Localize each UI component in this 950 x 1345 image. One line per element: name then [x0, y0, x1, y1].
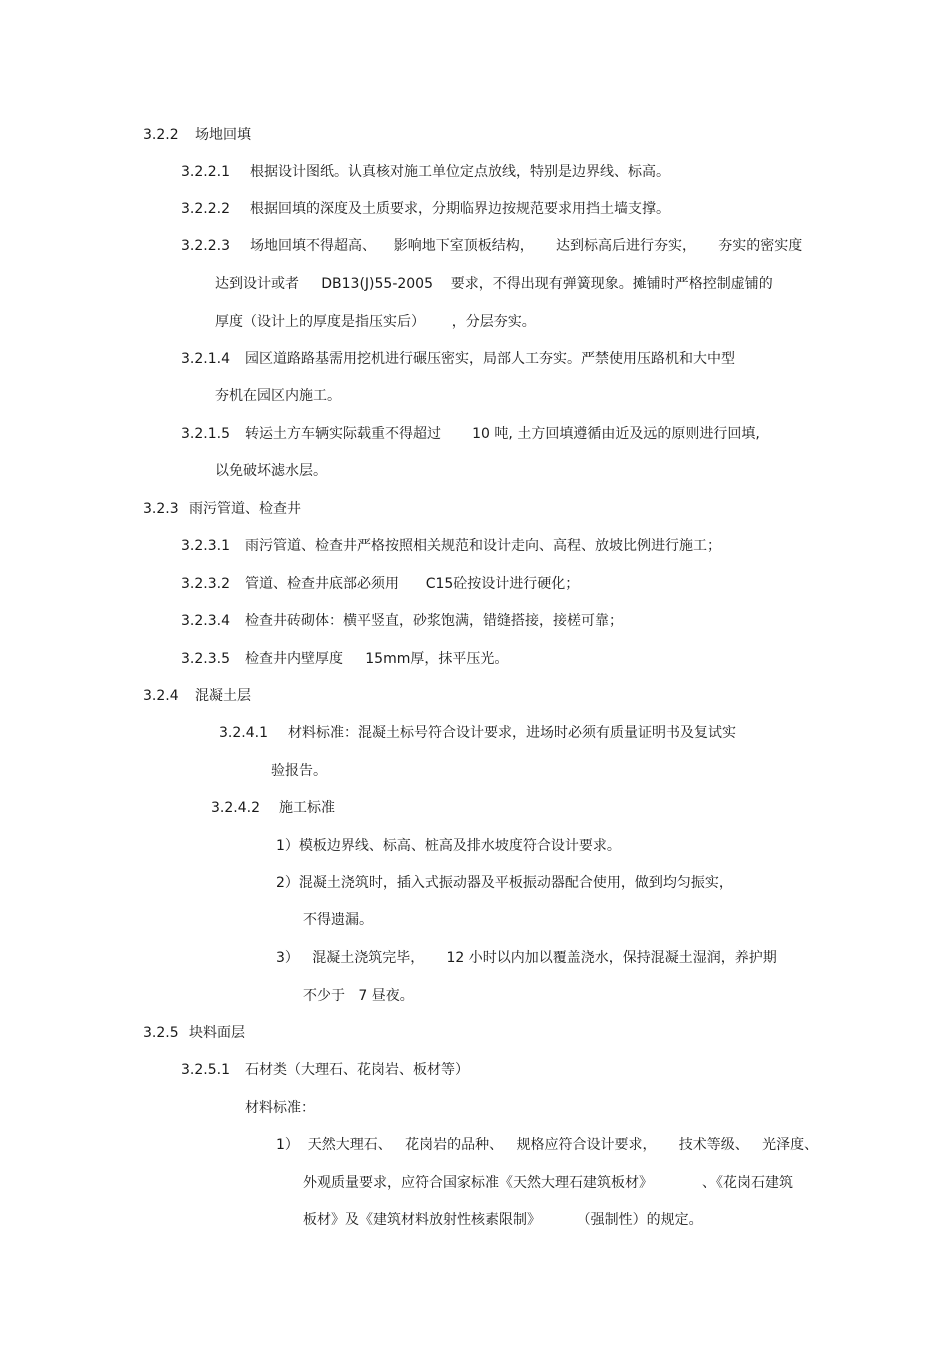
item-continuation: [215, 386, 341, 406]
list-item-text: 2）混凝土浇筑时，插入式振动器及平板振动器配合使用，做到均匀振实，: [276, 875, 733, 891]
item-3-2-2-2: [181, 199, 670, 219]
item-text: 达到设计或者 DB13(J)55-2005 要求，不得出现有弹簧现象。摊铺时严格控制虚铺的: [215, 276, 773, 292]
item-continuation: [215, 461, 327, 481]
list-item-text: 1） 天然大理石、 花岗岩的品种、 规格应符合设计要求， 技术等级、 光泽度、: [276, 1137, 819, 1153]
section-number: 3.2.5: [143, 1025, 179, 1041]
item-text: 材料标准：: [245, 1100, 315, 1116]
item-text: 园区道路路基需用挖机进行碾压密实，局部人工夯实。严禁使用压路机和大中型: [245, 351, 735, 367]
item-text: 验报告。: [271, 763, 327, 779]
section-3-2-5: [143, 1023, 245, 1043]
item-3-2-4-2: [211, 798, 335, 818]
list-item-text: 3） 混凝土浇筑完毕， 12 小时以内加以覆盖浇水，保持混凝土湿润，养护期: [276, 950, 777, 966]
item-number: 3.2.5.1: [181, 1062, 230, 1078]
section-3-2-4: [143, 686, 251, 706]
item-3-2-1-4: [181, 349, 735, 369]
item-3-2-2-3: [181, 236, 802, 256]
item-continuation: [215, 312, 536, 332]
item-text: 施工标准: [279, 800, 335, 816]
item-number: 3.2.4.1: [219, 725, 268, 741]
item-text: 夯机在园区内施工。: [215, 388, 341, 404]
list-item-text: 板材》及《建筑材料放射性核素限制》 （强制性）的规定。: [303, 1212, 703, 1228]
item-continuation: [271, 761, 327, 781]
section-number: 3.2.4: [143, 688, 179, 704]
section-title: 场地回填: [195, 127, 251, 143]
item-number: 3.2.3.4: [181, 613, 230, 629]
list-item-1: [276, 836, 621, 856]
list-item-text: 不少于 7 昼夜。: [303, 988, 414, 1004]
section-title: 雨污管道、检查井: [189, 501, 301, 517]
item-text: 石材类（大理石、花岗岩、板材等）: [245, 1062, 469, 1078]
item-3-2-3-5: [181, 649, 508, 669]
item-3-2-1-5: [181, 424, 760, 444]
item-text: 厚度（设计上的厚度是指压实后） ，分层夯实。: [215, 314, 536, 330]
item-number: 3.2.2.1: [181, 164, 230, 180]
item-number: 3.2.4.2: [211, 800, 260, 816]
material-standard-label: [245, 1098, 315, 1118]
list-item-text: 外观质量要求，应符合国家标准《天然大理石建筑板材》 、《花岗石建筑: [303, 1175, 793, 1191]
item-3-2-3-4: [181, 611, 623, 631]
item-text: 材料标准：混凝土标号符合设计要求，进场时必须有质量证明书及复试实: [288, 725, 736, 741]
list-item-continuation: [303, 910, 373, 930]
item-number: 3.2.1.5: [181, 426, 230, 442]
item-text: 转运土方车辆实际载重不得超过 10 吨, 土方回填遵循由近及远的原则进行回填,: [245, 426, 760, 442]
item-3-2-3-1: [181, 536, 721, 556]
item-text: 检查井砖砌体：横平竖直，砂浆饱满，错缝搭接，接槎可靠；: [245, 613, 623, 629]
item-3-2-5-1: [181, 1060, 469, 1080]
list-item-1: [276, 1135, 818, 1155]
section-title: 混凝土层: [195, 688, 251, 704]
list-item-2: [276, 873, 733, 893]
item-number: 3.2.2.2: [181, 201, 230, 217]
section-title: 块料面层: [189, 1025, 245, 1041]
list-item-text: 不得遗漏。: [303, 912, 373, 928]
section-number: 3.2.3: [143, 501, 179, 517]
section-number: 3.2.2: [143, 127, 179, 143]
item-text: 检查井内壁厚度 15mm厚，抹平压光。: [245, 651, 509, 667]
section-3-2-2: [143, 125, 251, 145]
item-text: 根据设计图纸。认真核对施工单位定点放线，特别是边界线、标高。: [250, 164, 670, 180]
item-text: 根据回填的深度及土质要求，分期临界边按规范要求用挡土墙支撑。: [250, 201, 670, 217]
list-item-continuation: [303, 1210, 703, 1230]
item-continuation: [215, 274, 773, 294]
item-3-2-2-1: [181, 162, 670, 182]
list-item-text: 1）模板边界线、标高、桩高及排水坡度符合设计要求。: [276, 838, 621, 854]
item-number: 3.2.3.5: [181, 651, 230, 667]
item-3-2-4-1: [219, 723, 736, 743]
list-item-continuation: [303, 1173, 793, 1193]
item-text: 雨污管道、检查井严格按照相关规范和设计走向、高程、放坡比例进行施工；: [245, 538, 721, 554]
item-number: 3.2.3.1: [181, 538, 230, 554]
item-number: 3.2.2.3: [181, 238, 230, 254]
item-3-2-3-2: [181, 574, 579, 594]
section-3-2-3: [143, 499, 301, 519]
item-number: 3.2.3.2: [181, 576, 230, 592]
item-text: 管道、检查井底部必须用 C15砼按设计进行硬化；: [245, 576, 580, 592]
list-item-continuation: [303, 986, 414, 1006]
item-text: 以免破坏滤水层。: [215, 463, 327, 479]
item-number: 3.2.1.4: [181, 351, 230, 367]
list-item-3: [276, 948, 777, 968]
item-text: 场地回填不得超高、 影响地下室顶板结构， 达到标高后进行夯实， 夯实的密实度: [250, 238, 803, 254]
